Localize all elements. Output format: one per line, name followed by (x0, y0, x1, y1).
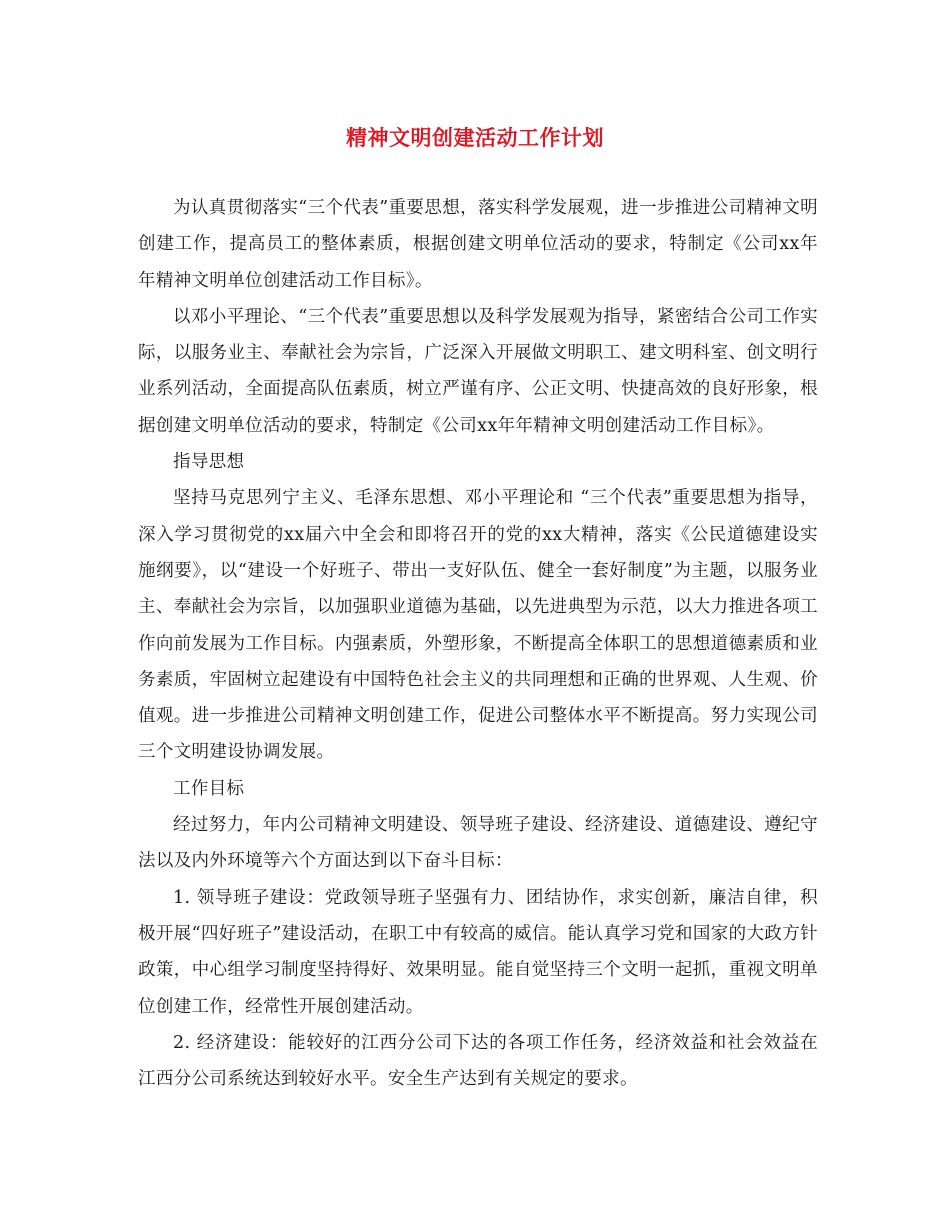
goal-item-leadership: 1. 领导班子建设：党政领导班子坚强有力、团结协作，求实创新，廉洁自律，积极开展“四好班子”建设活动，在职工中有较高的威信。能认真学习党和国家的大政方针政策，中心组学习制度坚持得好、效果明显。能自觉坚持三个文明一起抓，重视文明单位创建工作，经常性开展创建活动。 (138, 887, 818, 1017)
work-goals-intro-paragraph: 经过努力，年内公司精神文明建设、领导班子建设、经济建设、道德建设、遵纪守法以及内外环境等六个方面达到以下奋斗目标： (138, 815, 818, 872)
guiding-ideology-paragraph: 坚持马克思列宁主义、毛泽东思想、邓小平理论和 “三个代表”重要思想为指导，深入学习贯彻党的xx届六中全会和即将召开的党的xx大精神，落实《公民道德建设实施纲要》，以“建设一个好班子、带出一支好队伍、健全一套好制度”为主题，以服务业主、奉献社会为宗旨，以加强职业道德为基础，以先进典型为示范，以大力推进各项工作向前发展为工作目标。内强素质，外塑形象，不断提高全体职工的思想道德素质和业务素质，牢固树立起建设有中国特色社会主义的共同理想和正确的世界观、人生观、价值观。进一步推进公司精神文明创建工作，促进公司整体水平不断提高。努力实现公司三个文明建设协调发展。 (138, 488, 818, 763)
document-title: 精神文明创建活动工作计划 (346, 126, 604, 150)
guidance-paragraph: 以邓小平理论、“三个代表”重要思想以及科学发展观为指导，紧密结合公司工作实际，以服务业主、奉献社会为宗旨，广泛深入开展做文明职工、建文明科室、创文明行业系列活动，全面提高队伍素质，树立严谨有序、公正文明、快捷高效的良好形象，根据创建文明单位活动的要求，特制定《公司xx年年精神文明创建活动工作目标》。 (138, 306, 818, 436)
section-heading-work-goals: 工作目标 (173, 778, 245, 799)
document-body (138, 190, 818, 1097)
goal-item-economy: 2. 经济建设：能较好的江西分公司下达的各项工作任务，经济效益和社会效益在江西分公司系统达到较好水平。安全生产达到有关规定的要求。 (138, 1032, 818, 1090)
intro-paragraph: 为认真贯彻落实“三个代表”重要思想，落实科学发展观，进一步推进公司精神文明创建工作，提高员工的整体素质，根据创建文明单位活动的要求，特制定《公司xx年年精神文明单位创建活动工作目标》。 (138, 198, 818, 291)
section-heading-guiding-ideology: 指导思想 (173, 452, 245, 473)
